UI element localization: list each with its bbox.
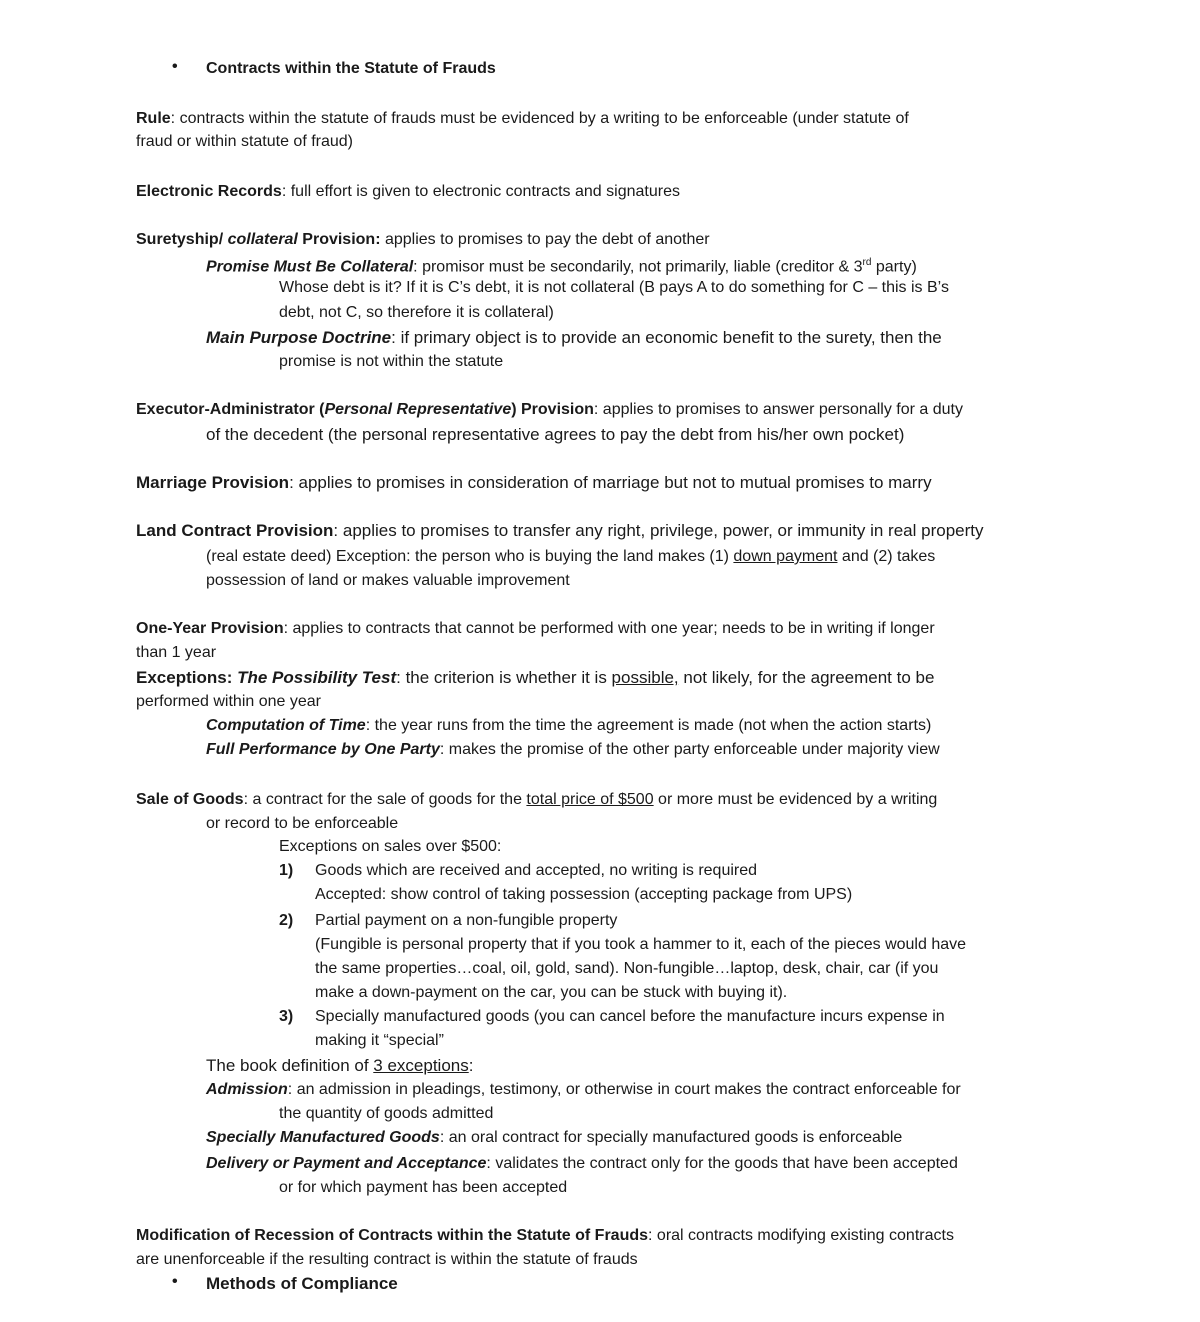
rule-line-1: Rule: contracts within the statute of frauds must be evidenced by a writing to be enforceable (under statute of xyxy=(136,110,909,127)
specially-manufactured-line: Specially Manufactured Goods: an oral contract for specially manufactured goods is enforceable xyxy=(206,1129,903,1146)
list-number: 1) xyxy=(279,862,294,879)
delivery-line-2: or for which payment has been accepted xyxy=(279,1179,568,1196)
exceptions-line-1: Exceptions: The Possibility Test: the criterion is whether it is possible, not likely, for the agreement to be xyxy=(136,668,935,687)
rule-line-2: fraud or within statute of fraud) xyxy=(136,133,353,150)
computation-line: Computation of Time: the year runs from the time the agreement is made (not when the action starts) xyxy=(206,717,932,734)
executor-line-2: of the decedent (the personal representative agrees to pay the debt from his/her own pocket) xyxy=(206,425,905,444)
list-item-line: Accepted: show control of taking possession (accepting package from UPS) xyxy=(315,886,853,903)
land-line-1: Land Contract Provision: applies to promises to transfer any right, privilege, power, or immunity in real property xyxy=(136,521,984,540)
admission-line-1: Admission: an admission in pleadings, testimony, or otherwise in court makes the contract enforceable for xyxy=(206,1081,961,1098)
list-item-line: Goods which are received and accepted, no writing is required xyxy=(315,862,758,879)
one-year-line-2: than 1 year xyxy=(136,644,217,661)
modification-line-1: Modification of Recession of Contracts within the Statute of Frauds: oral contracts modifying existing contracts xyxy=(136,1227,954,1244)
list-item-line: the same properties…coal, oil, gold, sand). Non-fungible…laptop, desk, chair, car (if you xyxy=(315,960,939,977)
land-line-3: possession of land or makes valuable improvement xyxy=(206,572,570,589)
methods-heading: Methods of Compliance xyxy=(206,1274,398,1293)
whose-debt-line-1: Whose debt is it? If it is C’s debt, it is not collateral (B pays A to do something for C – this is B’s xyxy=(279,279,949,296)
bullet-icon: • xyxy=(172,1273,178,1290)
list-number: 3) xyxy=(279,1008,294,1025)
list-item-line: Specially manufactured goods (you can cancel before the manufacture incurs expense in xyxy=(315,1008,945,1025)
collateral-line: Promise Must Be Collateral: promisor must be secondarily, not primarily, liable (creditor & 3rd party) xyxy=(206,257,917,276)
list-number: 2) xyxy=(279,912,294,929)
admission-line-2: the quantity of goods admitted xyxy=(279,1105,494,1122)
land-line-2: (real estate deed) Exception: the person who is buying the land makes (1) down payment and (2) takes xyxy=(206,548,936,565)
executor-line-1: Executor-Administrator (Personal Representative) Provision: applies to promises to answer personally for a duty xyxy=(136,401,963,418)
bullet-icon: • xyxy=(172,58,178,75)
exceptions-line-2: performed within one year xyxy=(136,693,321,710)
main-purpose-line-2: promise is not within the statute xyxy=(279,353,504,370)
modification-line-2: are unenforceable if the resulting contract is within the statute of frauds xyxy=(136,1251,638,1268)
sale-line-1: Sale of Goods: a contract for the sale of goods for the total price of $500 or more must be evidenced by a writing xyxy=(136,791,938,808)
sale-line-2: or record to be enforceable xyxy=(206,815,399,832)
whose-debt-line-2: debt, not C, so therefore it is collateral) xyxy=(279,304,554,321)
main-purpose-line-1: Main Purpose Doctrine: if primary object is to provide an economic benefit to the surety, then the xyxy=(206,328,942,347)
sale-exceptions-intro: Exceptions on sales over $500: xyxy=(279,838,502,855)
delivery-line-1: Delivery or Payment and Acceptance: validates the contract only for the goods that have been accepted xyxy=(206,1155,958,1172)
one-year-line-1: One-Year Provision: applies to contracts that cannot be performed with one year; needs to be in writing if longer xyxy=(136,620,935,637)
section-heading: Contracts within the Statute of Frauds xyxy=(206,60,496,77)
list-item-line: (Fungible is personal property that if you took a hammer to it, each of the pieces would have xyxy=(315,936,967,953)
full-performance-line: Full Performance by One Party: makes the promise of the other party enforceable under majority view xyxy=(206,741,940,758)
electronic-records: Electronic Records: full effort is given to electronic contracts and signatures xyxy=(136,183,680,200)
book-definition: The book definition of 3 exceptions: xyxy=(206,1056,474,1075)
list-item-line: making it “special” xyxy=(315,1032,444,1049)
list-item-line: Partial payment on a non-fungible property xyxy=(315,912,618,929)
marriage-line: Marriage Provision: applies to promises in consideration of marriage but not to mutual promises to marry xyxy=(136,473,932,492)
suretyship-line: Suretyship/ collateral Provision: applies to promises to pay the debt of another xyxy=(136,231,710,248)
list-item-line: make a down-payment on the car, you can be stuck with buying it). xyxy=(315,984,788,1001)
